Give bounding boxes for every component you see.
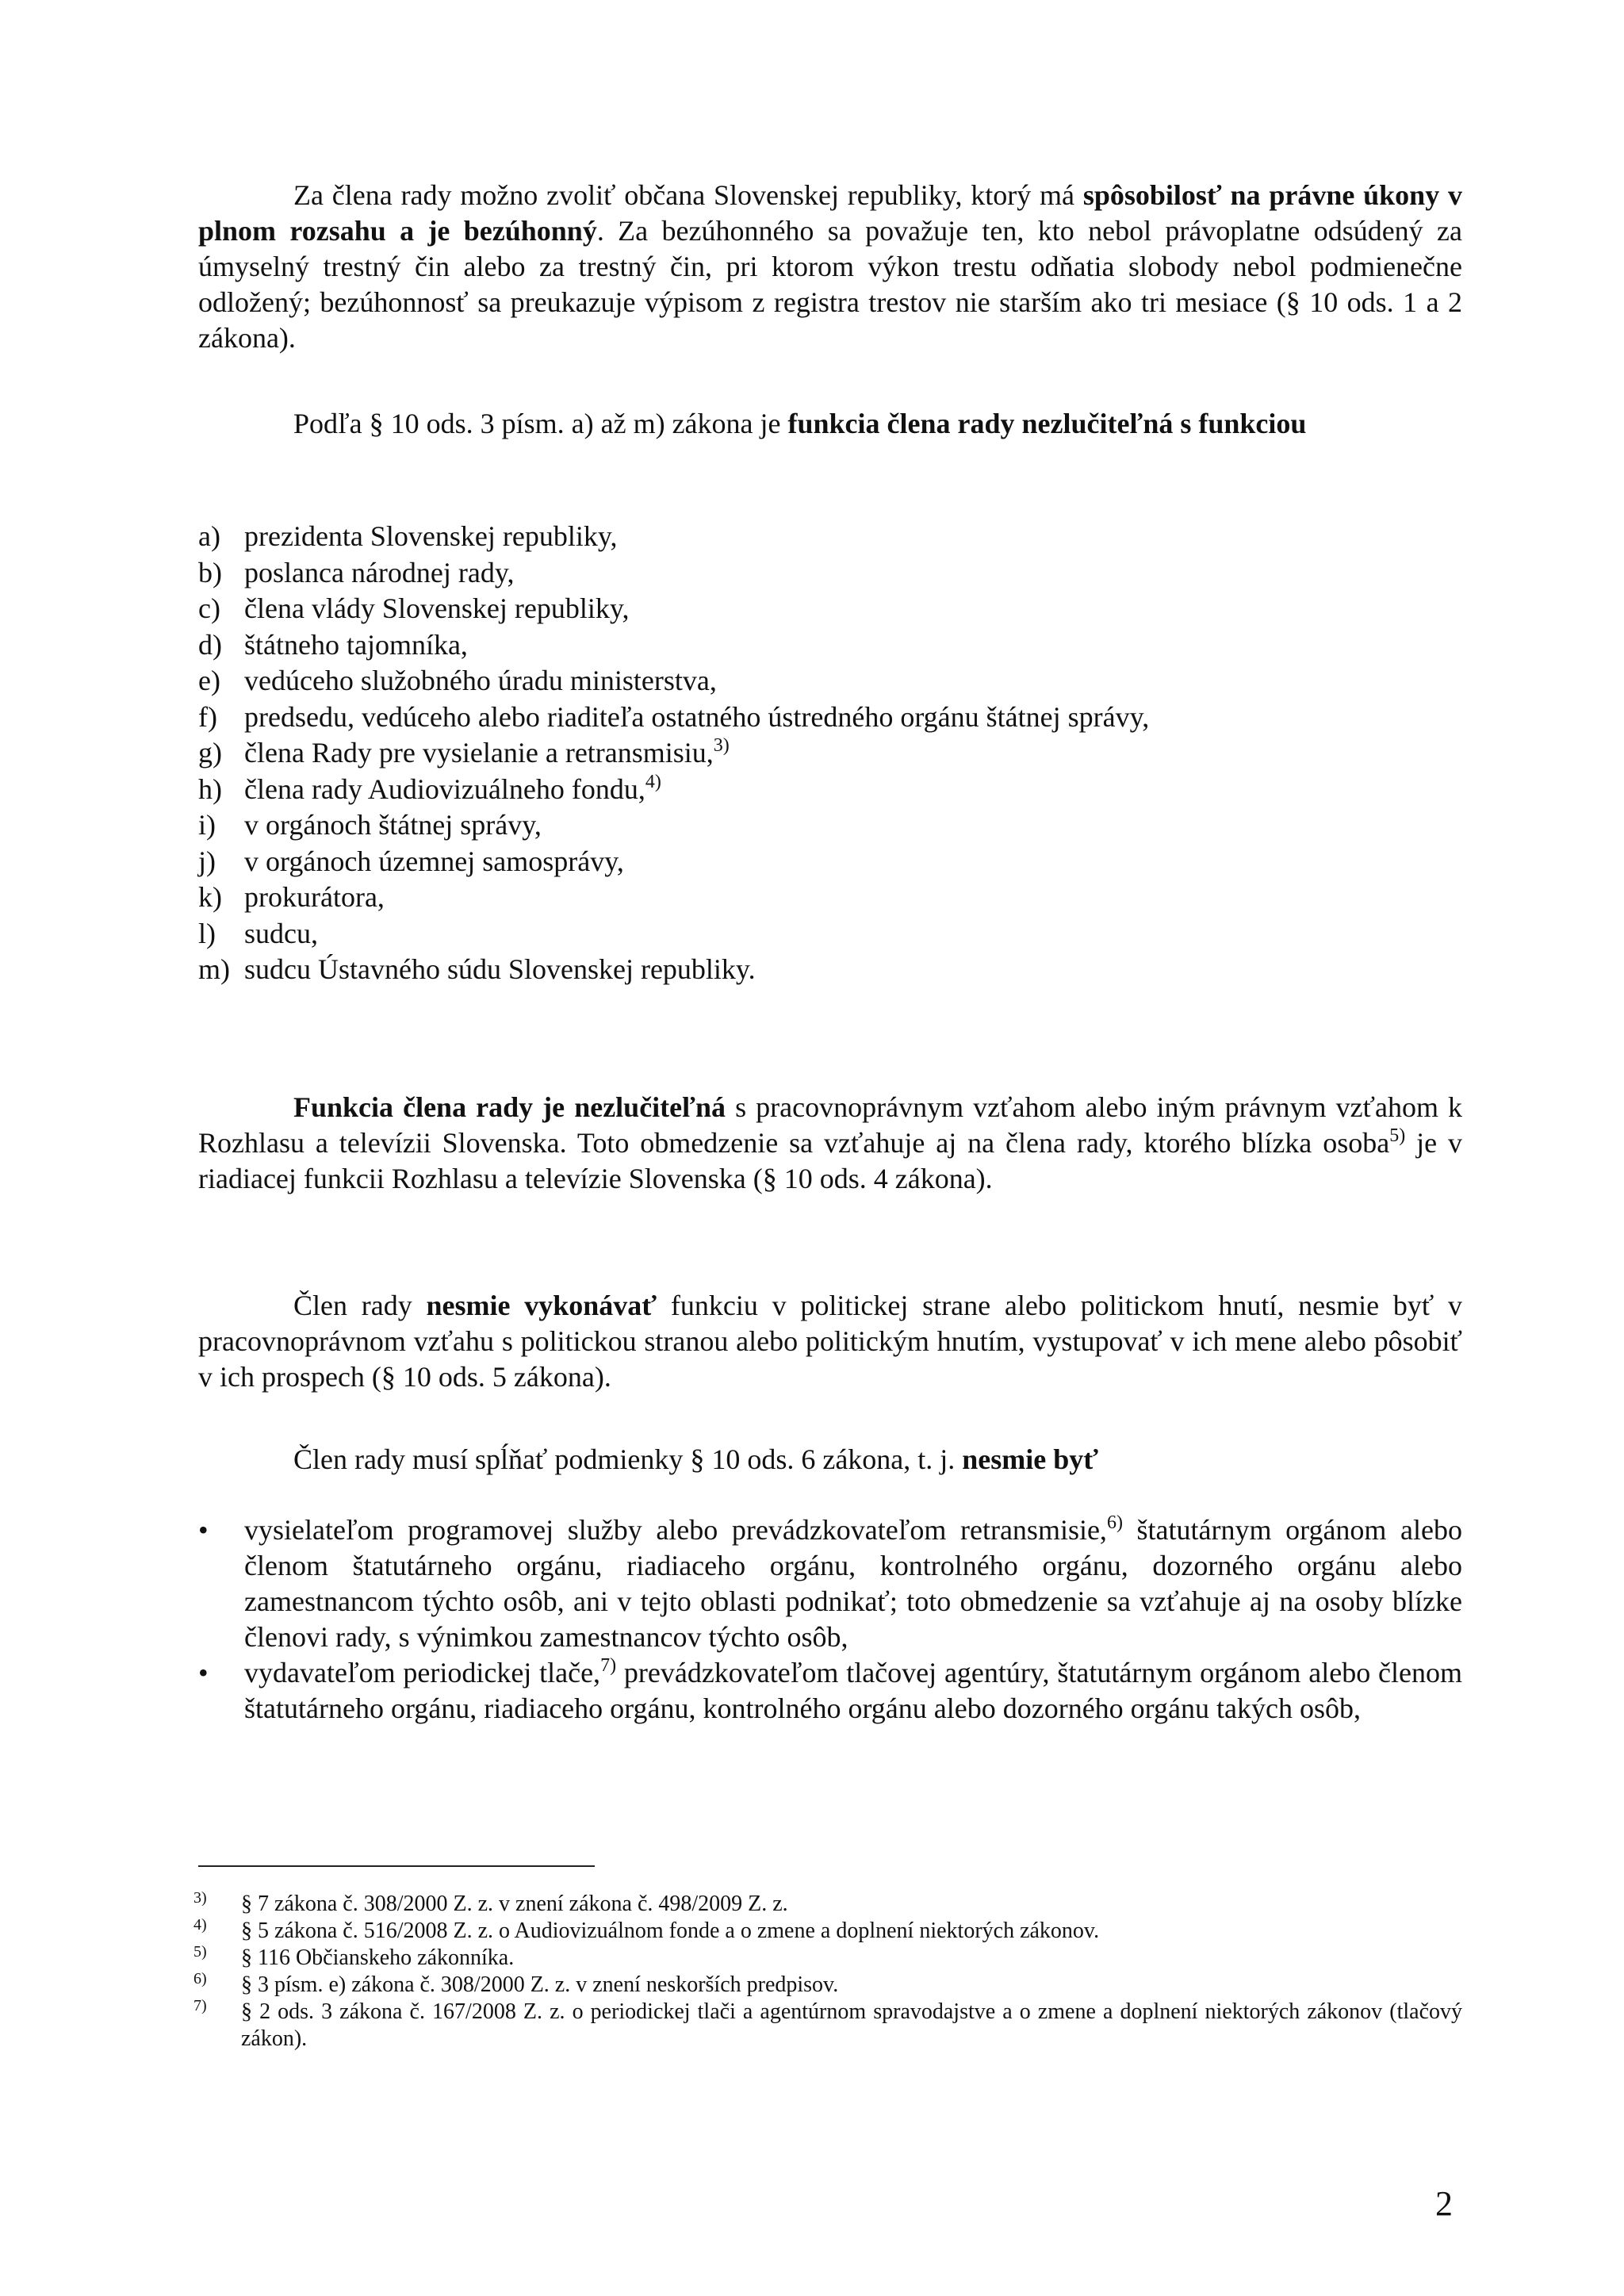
list-item: l) sudcu, [198, 917, 318, 949]
footnote-item: 4) § 5 zákona č. 516/2008 Z. z. o Audiovizuálnom fonde a o zmene a doplnení niektorých zákonov. [193, 1916, 1100, 1943]
paragraph-bold-text: spôsobilosť na právne úkony v plnom rozsahu a je bezúhonný [198, 179, 1462, 247]
footnote-ref: 3) [713, 735, 730, 756]
list-item: b) poslanca národnej rady, [198, 556, 515, 588]
paragraph-bold-text: Funkcia člena rady je nezlučiteľná [293, 1091, 726, 1123]
footnote-ref: 5) [1389, 1125, 1406, 1146]
list-item: e) vedúceho služobného úradu ministerstva, [198, 665, 717, 696]
list-item: k) prokurátora, [198, 881, 385, 913]
footnote-item: 5) § 116 Občianskeho zákonníka. [193, 1943, 515, 1970]
paragraph-political-restriction [198, 1288, 1462, 1395]
footnote-divider [198, 1865, 595, 1867]
paragraph-text: . Za bezúhonného sa považuje ten, kto nebol právoplatne odsúdený za úmyselný trestný čin alebo za trestný čin, pri ktorom výkon trestu odňatia slobody nebol podmienečne odložený; bezúhonnosť sa preukazuje výpisom z registra trestov nie starším ako tri mesiace (§ 10 ods. 1 a 2 zákona). [198, 215, 1462, 354]
list-item: i) v orgánoch štátnej správy, [198, 809, 542, 841]
list-item: c) člena vlády Slovenskej republiky, [198, 592, 630, 624]
list-item: m) sudcu Ústavného súdu Slovenskej republiky. [198, 953, 756, 985]
footnotes [193, 1891, 1462, 2053]
bullet-item: • vydavateľom periodickej tlače,$^{7)}$ prevádzkovateľom tlačovej agentúry, štatutárnym orgánom alebo členom štatutárneho orgánu, riadiaceho orgánu, kontrolného orgánu alebo dozorného orgánu takých osôb, [198, 1655, 1462, 1724]
footnote-ref: 4) [645, 771, 661, 792]
list-item: d) štátneho tajomníka, [198, 628, 468, 661]
list-item: a) prezidenta Slovenskej republiky, [198, 520, 618, 552]
list-item: j) v orgánoch územnej samosprávy, [198, 845, 624, 877]
page-number: 2 [1435, 2184, 1453, 2223]
bullet-icon: • [198, 1514, 209, 1546]
footnote-item: 6) § 3 písm. e) zákona č. 308/2000 Z. z. v znení neskorších predpisov. [193, 1970, 839, 1997]
paragraph-eligibility [198, 178, 1462, 356]
bullet-item: • vysielateľom programovej služby alebo prevádzkovateľom retransmisie,$^{6)}$ štatutárnym orgánom alebo členom štatutárneho orgánu, riadiaceho orgánu, kontrolného orgánu, dozorného orgánu alebo zamestnancom týchto osôb, ani v tejto oblasti podnikať; toto obmedzenie sa vzťahuje aj na osoby blízke členovi rady, s výnimkou zamestnancov týchto osôb, [198, 1512, 1462, 1653]
paragraph-incompatibility-intro [198, 406, 1462, 442]
paragraph-text: funkciu v politickej strane alebo politickom hnutí, nesmie byť v pracovnoprávnom vzťahu s politickou stranou alebo politickým hnutím, vystupovať v ich mene alebo pôsobiť v ich prospech (§ 10 ods. 5 zákona). [198, 1290, 1463, 1393]
footnote-item: 3) § 7 zákona č. 308/2000 Z. z. v znení zákona č. 498/2009 Z. z. [193, 1889, 788, 1916]
bullet-icon: • [198, 1657, 209, 1688]
paragraph-text: Člen rady [293, 1290, 427, 1321]
list-item: g) člena Rady pre vysielanie a retransmisiu,$^{3)}$ [198, 735, 730, 769]
paragraph-text: Člen rady musí spĺňať podmienky § 10 ods. 6 zákona, t. j. [293, 1443, 963, 1475]
footnote-ref: 7) [600, 1655, 617, 1676]
paragraph-text: Podľa § 10 ods. 3 písm. a) až m) zákona je [293, 408, 788, 439]
conditions-bullet-list [198, 1512, 1462, 1727]
list-item: h) člena rady Audiovizuálneho fondu,$^{4)}$ [198, 771, 661, 805]
list-item: f) predsedu, vedúceho alebo riaditeľa ostatného ústredného orgánu štátnej správy, [198, 700, 1150, 733]
paragraph-text: s pracovnoprávnym vzťahom alebo iným právnym vzťahom k Rozhlasu a televízii Slovenska. Toto obmedzenie sa vzťahuje aj na člena rady, ktorého blízka osoba [198, 1091, 1462, 1159]
paragraph-bold-text: funkcia člena rady nezlučiteľná s funkciou [787, 408, 1307, 439]
paragraph-bold-text: nesmie vykonávať [426, 1290, 657, 1321]
footnote-ref: 6) [1106, 1512, 1123, 1533]
paragraph-text: Za člena rady možno zvoliť občana Slovenskej republiky, ktorý má [293, 179, 1083, 211]
paragraph-employment-incompatibility [198, 1090, 1462, 1197]
paragraph-text: je v riadiacej funkcii Rozhlasu a televízie Slovenska (§ 10 ods. 4 zákona). [198, 1127, 1462, 1194]
paragraph-conditions-intro [198, 1442, 1462, 1478]
paragraph-bold-text: nesmie byť [962, 1443, 1099, 1475]
footnote-item: 7) § 2 ods. 3 zákona č. 167/2008 Z. z. o periodickej tlači a agentúrnom spravodajstve a o zmene a doplnení niektorých zákonov (tlačový zákon). [193, 1997, 1462, 2051]
incompatible-functions-list [198, 519, 1462, 988]
